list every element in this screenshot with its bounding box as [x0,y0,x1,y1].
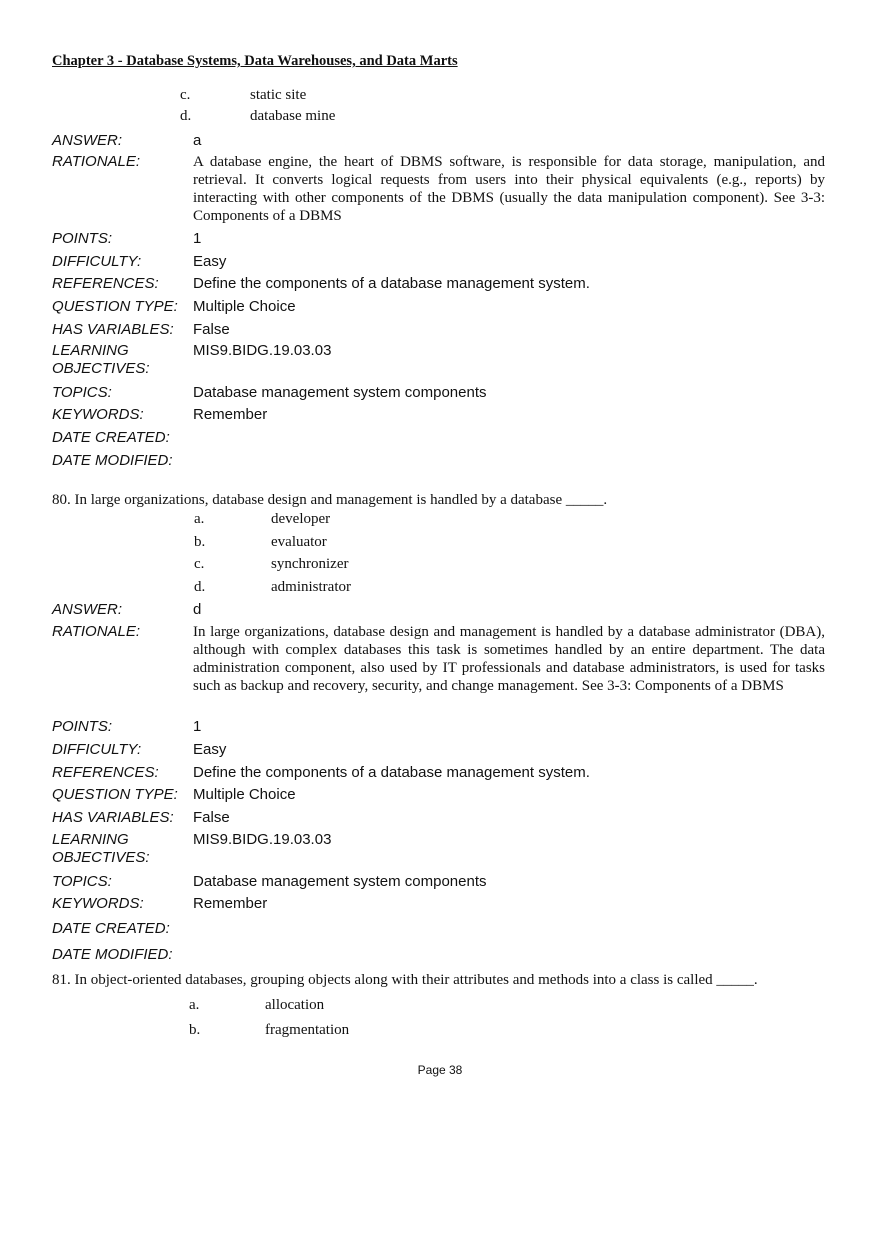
q79-references-value: Define the components of a database management system. [193,275,590,292]
rationale-label: RATIONALE: [52,623,141,640]
q79-difficulty-value: Easy [193,253,227,270]
q80-learning-objectives-value: MIS9.BIDG.19.03.03 [193,831,332,848]
topics-label: TOPICS: [52,873,112,890]
date-created-label: DATE CREATED: [52,920,170,937]
topics-label: TOPICS: [52,384,112,401]
q79-option-c-letter: c. [180,87,191,103]
date-modified-label: DATE MODIFIED: [52,946,173,963]
q81-option-a-letter: a. [189,997,200,1013]
q80-option-a-letter: a. [194,511,205,527]
q80-references-value: Define the components of a database management system. [193,764,590,781]
learning-objectives-label: LEARNING OBJECTIVES: [52,342,150,377]
q80-option-b-text: evaluator [271,534,327,550]
page-number: Page 38 [417,1063,463,1077]
q80-question-type-value: Multiple Choice [193,786,296,803]
answer-label: ANSWER: [52,132,123,149]
chapter-title: Chapter 3 - Database Systems, Data Warehouses, and Data Marts [52,53,458,69]
q80-has-variables-value: False [193,809,230,826]
q80-option-c-text: synchronizer [271,556,349,572]
q80-topics-value: Database management system components [193,873,487,890]
q79-option-d-letter: d. [180,108,192,124]
q80-keywords-value: Remember [193,895,268,912]
q79-keywords-value: Remember [193,406,268,423]
q79-has-variables-value: False [193,321,230,338]
question-type-label: QUESTION TYPE: [52,298,178,315]
learning-objectives-label: LEARNING OBJECTIVES: [52,831,150,866]
q80-option-d-letter: d. [194,579,206,595]
q81-option-b-letter: b. [189,1022,201,1038]
q79-rationale: A database engine, the heart of DBMS software, is responsible for data storage, manipulation, and retrieval. It converts logical requests from users into their physical equivalents (e.g., reports) by interacting with other components of the DBMS (usually the data manipulation component). See 3-3: Components of a DBMS [193,154,825,224]
rationale-label: RATIONALE: [52,153,141,170]
difficulty-label: DIFFICULTY: [52,741,142,758]
question-type-label: QUESTION TYPE: [52,786,178,803]
q79-answer-value: a [193,132,202,149]
keywords-label: KEYWORDS: [52,406,144,423]
q79-option-c-text: static site [250,87,307,103]
has-variables-label: HAS VARIABLES: [52,321,174,338]
q80-answer-value: d [193,601,202,618]
q79-option-d-text: database mine [250,108,336,124]
q79-points-value: 1 [193,230,202,247]
q80-option-b-letter: b. [194,534,206,550]
q81-option-a-text: allocation [265,997,325,1013]
difficulty-label: DIFFICULTY: [52,253,142,270]
q80-option-a-text: developer [271,511,331,527]
points-label: POINTS: [52,230,113,247]
points-label: POINTS: [52,718,113,735]
references-label: REFERENCES: [52,275,159,292]
q81-question-text: 81. In object-oriented databases, grouping objects along with their attributes and methods into a class is called _____. [52,972,758,988]
answer-label: ANSWER: [52,601,123,618]
keywords-label: KEYWORDS: [52,895,144,912]
q79-topics-value: Database management system components [193,384,487,401]
q80-option-d-text: administrator [271,579,351,595]
q80-option-c-letter: c. [194,556,205,572]
q80-points-value: 1 [193,718,202,735]
date-created-label: DATE CREATED: [52,429,170,446]
q80-rationale: In large organizations, database design and management is handled by a database administrator (DBA), although with complex databases this task is sometimes handled by an entire department. The data administration component, also used by IT professionals and database administrators, is used for tasks such as backup and recovery, security, and change management. See 3-3: Components of a DBMS [193,624,825,694]
q80-difficulty-value: Easy [193,741,227,758]
q79-learning-objectives-value: MIS9.BIDG.19.03.03 [193,342,332,359]
q80-question-text: 80. In large organizations, database design and management is handled by a database _____. [52,492,608,508]
date-modified-label: DATE MODIFIED: [52,452,173,469]
has-variables-label: HAS VARIABLES: [52,809,174,826]
q79-question-type-value: Multiple Choice [193,298,296,315]
references-label: REFERENCES: [52,764,159,781]
q81-option-b-text: fragmentation [265,1022,350,1038]
